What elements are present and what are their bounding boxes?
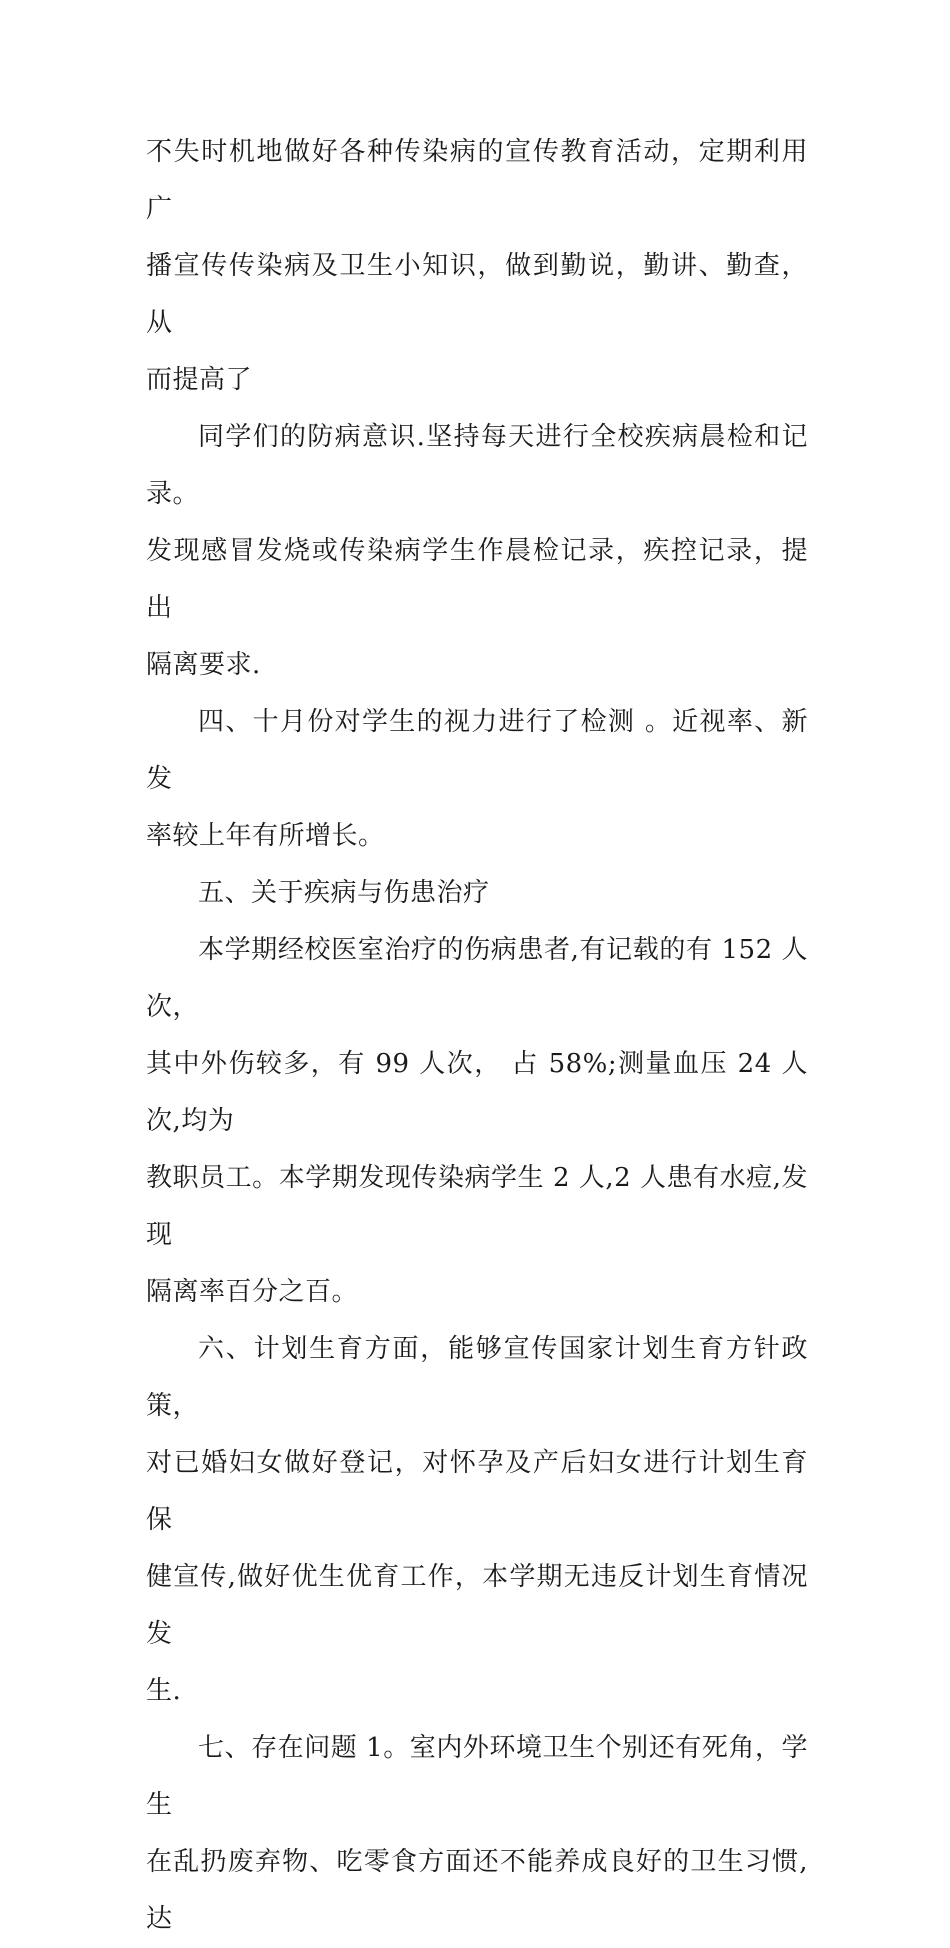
paragraph-line: 四、十月份对学生的视力进行了检测 。近视率、新发 [146,707,808,794]
paragraph-5 [146,922,808,1321]
paragraph-line: 播宣传传染病及卫生小知识，做到勤说，勤讲、勤查，从 [146,251,808,338]
paragraph-2 [146,409,808,694]
paragraph-line: 而提高了 [146,365,253,395]
paragraph-line: 本学期经校医室治疗的伤病患者,有记载的有 152 人次， [146,935,808,1022]
paragraph-line: 七、存在问题 1。室内外环境卫生个别还有死角，学生 [146,1733,808,1820]
document-body [146,124,808,1948]
paragraph-line: 其中外伤较多，有 99 人次， 占 58%;测量血压 24 人次,均为 [146,1049,808,1136]
paragraph-line: 同学们的防病意识.坚持每天进行全校疾病晨检和记录。 [146,422,808,509]
paragraph-line: 不失时机地做好各种传染病的宣传教育活动，定期利用广 [146,137,808,224]
paragraph-line: 对已婚妇女做好登记，对怀孕及产后妇女进行计划生育保 [146,1448,808,1535]
paragraph-line: 六、计划生育方面，能够宣传国家计划生育方针政策， [146,1334,808,1421]
paragraph-line: 隔离要求. [146,650,261,680]
paragraph-1 [146,124,808,409]
paragraph-line: 教职员工。本学期发现传染病学生 2 人,2 人患有水痘,发现 [146,1163,808,1250]
paragraph-line: 隔离率百分之百。 [146,1277,359,1307]
paragraph-line: 率较上年有所增长。 [146,821,385,851]
paragraph-line: 在乱扔废弃物、吃零食方面还不能养成良好的卫生习惯,达 [146,1847,808,1934]
paragraph-3 [146,694,808,865]
section-heading [146,865,808,922]
paragraph-line: 发现感冒发烧或传染病学生作晨检记录，疾控记录，提出 [146,536,808,623]
paragraph-6 [146,1321,808,1720]
paragraph-line: 五、关于疾病与伤患治疗 [198,878,490,908]
paragraph-line: 健宣传,做好优生优育工作，本学期无违反计划生育情况发 [146,1562,808,1649]
paragraph-line: 生. [146,1676,182,1706]
paragraph-7 [146,1720,808,1948]
